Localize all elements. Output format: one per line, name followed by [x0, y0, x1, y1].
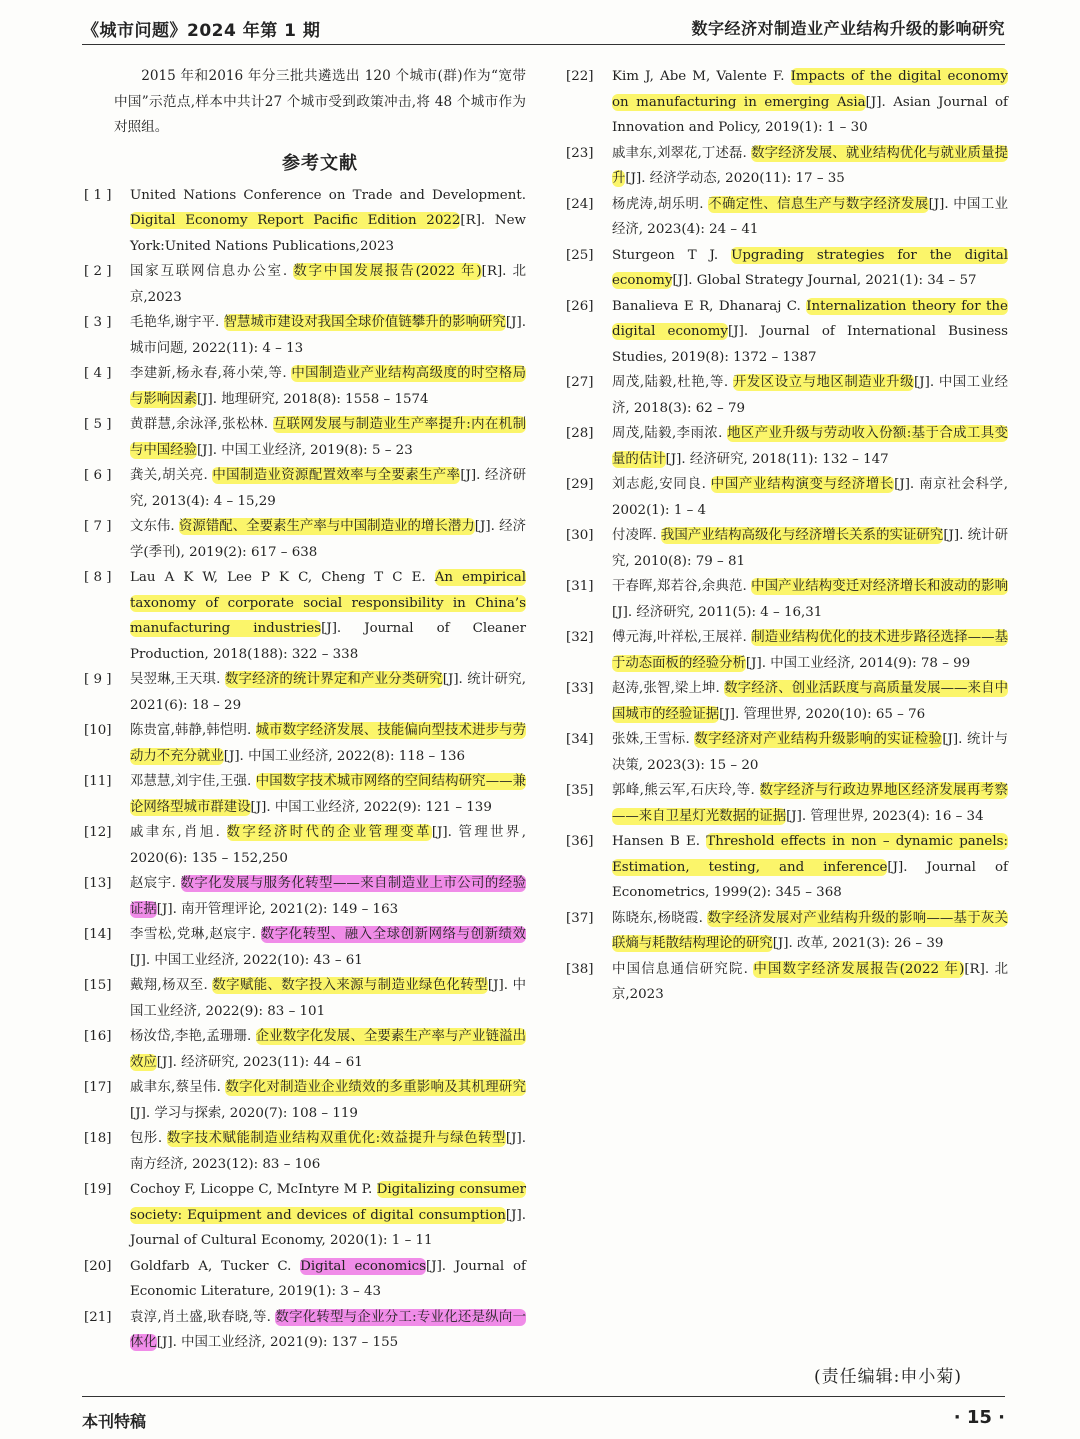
highlighted-title: 我国产业结构高级化与经济增长关系的实证研究 [660, 528, 944, 543]
reference-authors: 陈贵富,韩静,韩恺明. [130, 723, 256, 738]
highlighted-title: 数字化发展与服务化转型——来自制造业上市公司的经验证据 [130, 876, 526, 917]
highlighted-title: 数字经济时代的企业管理变革 [226, 825, 432, 840]
highlighted-title: 数字经济发展、就业结构优化与就业质量提升 [612, 145, 1008, 186]
reference-authors: 张姝,王雪标. [612, 732, 695, 747]
reference-authors: 国家互联网信息办公室. [130, 264, 294, 279]
reference-entry [84, 259, 526, 310]
reference-entry [566, 523, 1008, 574]
reference-authors: 傅元海,叶祥松,王展祥. [612, 630, 752, 645]
reference-source: [J]. 南京社会科学, 2002(1): 1 – 4 [612, 477, 1009, 518]
intro-paragraph: 2015 年和2016 年分三批共遴选出 120 个城市(群)作为“宽带中国”示范点,样本中共计27 个城市受到政策冲击,将 48 个城市作为对照组。 [114, 68, 526, 135]
reference-source: [J]. Journal of Economic Literature, 2019(1): 3 – 43 [130, 1258, 527, 1299]
reference-number: [16] [84, 1029, 112, 1044]
reference-authors: Kim J, Abe M, Valente F. [612, 69, 791, 84]
reference-entry [84, 1024, 526, 1075]
reference-entry [84, 871, 526, 922]
highlighted-title: Digitalizing consumer society: Equipment and devices of digital consumption [130, 1182, 526, 1223]
page-number: · 15 · [953, 1407, 1005, 1428]
reference-authors: 周茂,陆毅,李雨浓. [612, 426, 728, 441]
reference-entry [84, 412, 526, 463]
reference-entry [566, 574, 1008, 625]
journal-issue: 《城市问题》2024 年第 1 期 [82, 21, 321, 41]
reference-source: [J]. 南方经济, 2023(12): 83 – 106 [130, 1131, 526, 1172]
highlighted-title: 互联网发展与制造业生产率提升:内在机制与中国经验 [130, 417, 527, 458]
reference-source: [J]. 经济研究, 2011(5): 4 – 16,31 [612, 604, 823, 620]
reference-entry [566, 294, 1008, 371]
running-header [82, 16, 1005, 45]
highlighted-title: 中国制造业资源配置效率与全要素生产率 [212, 468, 461, 483]
article-title: 数字经济对制造业产业结构升级的影响研究 [691, 19, 1005, 38]
highlighted-title: 数字经济对产业结构升级影响的实证检验 [694, 732, 943, 747]
reference-source: [J]. 中国工业经济, 2018(3): 62 – 79 [612, 375, 1008, 416]
reference-entry [566, 243, 1008, 294]
reference-authors: 赵宸宇. [130, 876, 181, 891]
reference-source: [J]. 中国工业经济, 2014(9): 78 – 99 [745, 655, 971, 671]
highlighted-title: 数字化转型、融入全球创新网络与创新绩效 [260, 927, 526, 942]
reference-number: [10] [84, 723, 112, 738]
reference-authors: Cochoy F, Licoppe C, McIntyre M P. [130, 1182, 377, 1197]
highlighted-title: 中国产业结构演变与经济增长 [710, 477, 895, 492]
highlighted-title: 数字经济、创业活跃度与高质量发展——来自中国城市的经验证据 [612, 681, 1008, 722]
reference-number: [ 7 ] [84, 519, 112, 534]
reference-number: [38] [566, 961, 594, 977]
running-footer [82, 1396, 1005, 1437]
reference-entry [566, 829, 1008, 906]
reference-number: [32] [566, 630, 594, 645]
highlighted-title: 资源错配、全要素生产率与中国制造业的增长潜力 [178, 519, 475, 534]
reference-entry [84, 183, 526, 260]
reference-number: [27] [566, 375, 594, 390]
reference-entry [84, 514, 526, 565]
reference-entry [84, 820, 526, 871]
reference-entry [566, 906, 1008, 957]
reference-authors: 刘志彪,安同良. [612, 477, 711, 492]
reference-entry [84, 973, 526, 1024]
reference-source: [J]. 管理世界, 2020(6): 135 – 152,250 [130, 825, 526, 866]
reference-authors: 吴翌琳,王天琪. [130, 672, 225, 687]
reference-number: [ 9 ] [84, 672, 112, 687]
reference-entry [84, 718, 526, 769]
reference-number: [26] [566, 298, 594, 314]
reference-authors: 周茂,陆毅,杜艳,等. [612, 375, 733, 390]
reference-entry [84, 667, 526, 718]
highlighted-title: 中国数字技术城市网络的空间结构研究——兼论网络型城市群建设 [130, 774, 527, 815]
highlighted-title: 企业数字化发展、全要素生产率与产业链溢出效应 [130, 1029, 527, 1070]
reference-number: [36] [566, 834, 594, 849]
reference-authors: 戚聿东,肖旭. [130, 825, 227, 840]
reference-number: [37] [566, 910, 594, 926]
highlighted-title: Digital Economy Report Pacific Edition 2022 [130, 213, 461, 228]
reference-authors: 毛艳华,谢宇平. [130, 315, 224, 330]
references-heading: 参考文献 [282, 152, 358, 174]
highlighted-title: Internalization theory for the digital economy [612, 298, 1008, 339]
reference-authors: United Nations Conference on Trade and Development. [130, 187, 526, 203]
reference-number: [11] [84, 774, 112, 789]
reference-source: [J]. 经济学动态, 2020(11): 17 – 35 [625, 171, 845, 186]
reference-source: [J]. Journal of Econometrics, 1999(2): 345 – 368 [612, 859, 1008, 900]
reference-authors: 文东伟. [130, 519, 179, 534]
reference-entry [566, 625, 1008, 676]
reference-number: [ 4 ] [84, 366, 112, 381]
reference-source: [J]. 统计研究, 2021(6): 18 – 29 [130, 672, 526, 713]
reference-entry [84, 1075, 526, 1126]
reference-source: [J]. 城市问题, 2022(11): 4 – 13 [130, 315, 526, 356]
reference-authors: 赵涛,张智,梁上坤. [612, 681, 725, 696]
reference-entry [566, 957, 1008, 1008]
reference-authors: Goldfarb A, Tucker C. [130, 1258, 301, 1274]
highlighted-title: 数字技术赋能制造业结构双重优化:效益提升与绿色转型 [166, 1131, 506, 1146]
highlighted-title: 数字赋能、数字投入来源与制造业绿色化转型 [212, 978, 488, 993]
reference-entry [566, 64, 1008, 141]
reference-entry [566, 727, 1008, 778]
reference-authors: Sturgeon T J. [612, 247, 732, 263]
reference-source: [J]. 中国工业经济, 2022(9): 121 – 139 [250, 799, 492, 815]
reference-source: [J]. 经济研究, 2023(11): 44 – 61 [156, 1054, 363, 1070]
reference-entry [84, 310, 526, 361]
reference-source: [R]. New York:United Nations Publications,2023 [130, 213, 526, 254]
highlighted-title: 数字化对制造业企业绩效的多重影响及其机理研究 [225, 1080, 526, 1095]
reference-number: [33] [566, 681, 594, 696]
reference-source: [J]. Asian Journal of Innovation and Policy, 2019(1): 1 – 30 [612, 94, 1008, 135]
highlighted-title: Impacts of the digital economy on manufacturing in emerging Asia [612, 69, 1008, 110]
reference-number: [24] [566, 196, 594, 212]
reference-authors: 杨汝岱,李艳,孟珊珊. [130, 1029, 256, 1044]
reference-authors: 包彤. [130, 1131, 167, 1146]
reference-authors: 李建新,杨永春,蒋小荣,等. [130, 366, 292, 381]
reference-list-left [84, 183, 526, 1356]
reference-authors: 付凌晖. [612, 528, 661, 543]
highlighted-title: An empirical taxonomy of corporate social responsibility in China’s manufacturing industries [130, 570, 526, 636]
reference-authors: 黄群慧,余泳泽,张松林. [130, 417, 273, 432]
highlighted-title: 数字化转型与企业分工:专业化还是纵向一体化 [130, 1309, 526, 1350]
reference-source: [J]. Global Strategy Journal, 2021(1): 34 – 57 [672, 273, 977, 288]
reference-source: [J]. 中国工业经济, 2023(4): 24 – 41 [612, 196, 1008, 237]
reference-entry [84, 361, 526, 412]
reference-number: [31] [566, 579, 594, 594]
highlighted-title: 制造业结构优化的技术进步路径选择——基于动态面板的经验分析 [612, 630, 1009, 671]
highlighted-title: 数字经济与行政边界地区经济发展再考察——来自卫星灯光数据的证据 [612, 783, 1008, 824]
reference-entry [84, 1254, 526, 1305]
highlighted-title: 中国制造业产业结构高级度的时空格局与影响因素 [130, 366, 526, 407]
reference-number: [ 3 ] [84, 315, 112, 330]
reference-authors: 龚关,胡关亮. [130, 468, 213, 483]
reference-authors: 李雪松,党琳,赵宸宇. [130, 927, 261, 942]
reference-entry [84, 922, 526, 973]
reference-number: [ 1 ] [84, 187, 112, 203]
reference-entry [84, 565, 526, 667]
reference-authors: 干春晖,郑若谷,余典范. [612, 579, 752, 594]
reference-authors: 杨虎涛,胡乐明. [612, 196, 709, 212]
reference-number: [12] [84, 825, 112, 840]
reference-number: [21] [84, 1309, 112, 1325]
reference-source: [J]. 地理研究, 2018(8): 1558 – 1574 [196, 391, 429, 407]
reference-authors: 陈晓东,杨晓霞. [612, 910, 708, 926]
highlighted-title: Digital economics [300, 1258, 426, 1274]
reference-number: [28] [566, 426, 594, 441]
reference-source: [J]. 中国工业经济, 2021(9): 137 – 155 [156, 1335, 399, 1350]
reference-source: [J]. 中国工业经济, 2022(9): 83 – 101 [130, 978, 526, 1019]
reference-number: [17] [84, 1080, 112, 1095]
reference-number: [22] [566, 69, 594, 84]
reference-source: [J]. 统计与决策, 2023(3): 15 – 20 [612, 732, 1008, 773]
reference-entry [566, 472, 1008, 523]
reference-number: [35] [566, 783, 594, 798]
reference-authors: Hansen B E. [612, 834, 707, 849]
reference-entry [84, 1305, 526, 1356]
reference-number: [30] [566, 528, 594, 543]
reference-number: [20] [84, 1258, 112, 1274]
highlighted-title: 城市数字经济发展、技能偏向型技术进步与劳动力不充分就业 [130, 723, 527, 764]
highlighted-title: Upgrading strategies for the digital economy [612, 247, 1008, 288]
reference-source: [J]. 中国工业经济, 2022(8): 118 – 136 [223, 748, 466, 764]
reference-source: [J]. 管理世界, 2020(10): 65 – 76 [719, 706, 926, 722]
section-label: 本刊特稿 [82, 1412, 147, 1431]
highlighted-title: Threshold effects in non – dynamic panels: Estimation, testing, and inference [612, 834, 1008, 875]
reference-number: [ 2 ] [84, 264, 112, 279]
highlighted-title: 中国数字经济发展报告(2022 年) [753, 961, 965, 977]
highlighted-title: 开发区设立与地区制造业升级 [732, 375, 915, 390]
reference-source: [J]. 经济研究, 2018(11): 132 – 147 [665, 451, 889, 467]
reference-number: [14] [84, 927, 112, 942]
reference-entry [84, 1177, 526, 1254]
reference-number: [ 8 ] [84, 570, 112, 585]
reference-authors: 戚聿东,蔡呈伟. [130, 1080, 226, 1095]
reference-authors: 邓慧慧,刘宇佳,王强. [130, 774, 256, 789]
reference-number: [25] [566, 247, 594, 263]
reference-source: [J]. 经济研究, 2013(4): 4 – 15,29 [130, 468, 526, 509]
reference-source: [R]. 北京,2023 [612, 961, 1008, 1002]
highlighted-title: 智慧城市建设对我国全球价值链攀升的影响研究 [223, 315, 506, 330]
reference-source: [J]. 中国工业经济, 2022(10): 43 – 61 [130, 952, 363, 968]
highlighted-title: 数字经济的统计界定和产业分类研究 [224, 672, 443, 687]
highlighted-title: 地区产业升级与劳动收入份额:基于合成工具变量的估计 [612, 426, 1008, 467]
reference-authors: 戚聿东,刘翠花,丁述磊. [612, 145, 752, 161]
reference-entry [566, 778, 1008, 829]
reference-source: [J]. 中国工业经济, 2019(8): 5 – 23 [196, 442, 413, 458]
reference-number: [ 6 ] [84, 468, 112, 483]
highlighted-title: 数字中国发展报告(2022 年) [293, 264, 482, 279]
reference-entry [84, 463, 526, 514]
reference-authors: 戴翔,杨双至. [130, 978, 213, 993]
reference-entry [566, 370, 1008, 421]
reference-number: [15] [84, 978, 112, 993]
reference-source: [J]. Journal of International Business Studies, 2019(8): 1372 – 1387 [612, 324, 1008, 365]
reference-number: [18] [84, 1131, 112, 1146]
reference-entry [566, 421, 1008, 472]
reference-entry [566, 141, 1008, 192]
reference-authors: Banalieva E R, Dhanaraj C. [612, 298, 807, 314]
reference-number: [34] [566, 732, 594, 747]
reference-authors: 郭峰,熊云军,石庆玲,等. [612, 783, 760, 798]
reference-source: [J]. 统计研究, 2010(8): 79 – 81 [612, 528, 1009, 569]
right-column [566, 64, 1008, 1008]
highlighted-title: 中国产业结构变迁对经济增长和波动的影响 [751, 579, 1008, 594]
reference-number: [23] [566, 145, 594, 161]
reference-entry [84, 769, 526, 820]
reference-source: [J]. Journal of Cleaner Production, 2018(188): 322 – 338 [130, 621, 526, 662]
reference-authors: Lau A K W, Lee P K C, Cheng T C E. [130, 570, 435, 585]
reference-number: [13] [84, 876, 112, 891]
reference-authors: 袁淳,肖土盛,耿春晓,等. [130, 1309, 276, 1325]
editor-note: (责任编辑:申小菊) [814, 1367, 962, 1387]
reference-source: [J]. 南开管理评论, 2021(2): 149 – 163 [156, 901, 399, 917]
reference-list-right [566, 64, 1008, 1008]
reference-source: [J]. 管理世界, 2023(4): 16 – 34 [786, 808, 984, 824]
reference-source: [J]. 学习与探索, 2020(7): 108 – 119 [130, 1105, 358, 1121]
reference-number: [29] [566, 477, 594, 492]
reference-source: [J]. 改革, 2021(3): 26 – 39 [772, 936, 944, 951]
left-column [84, 64, 526, 1356]
reference-authors: 中国信息通信研究院. [612, 961, 754, 977]
reference-number: [19] [84, 1182, 112, 1197]
reference-entry [84, 1126, 526, 1177]
highlighted-title: 不确定性、信息生产与数字经济发展 [708, 196, 929, 212]
highlighted-title: 数字经济发展对产业结构升级的影响——基于灰关联熵与耗散结构理论的研究 [612, 910, 1008, 951]
reference-source: [J]. 经济学(季刊), 2019(2): 617 – 638 [130, 519, 527, 560]
reference-number: [ 5 ] [84, 417, 112, 432]
reference-entry [566, 192, 1008, 243]
reference-entry [566, 676, 1008, 727]
reference-source: [R]. 北京,2023 [130, 264, 526, 305]
reference-source: [J]. Journal of Cultural Economy, 2020(1): 1 – 11 [130, 1207, 526, 1248]
